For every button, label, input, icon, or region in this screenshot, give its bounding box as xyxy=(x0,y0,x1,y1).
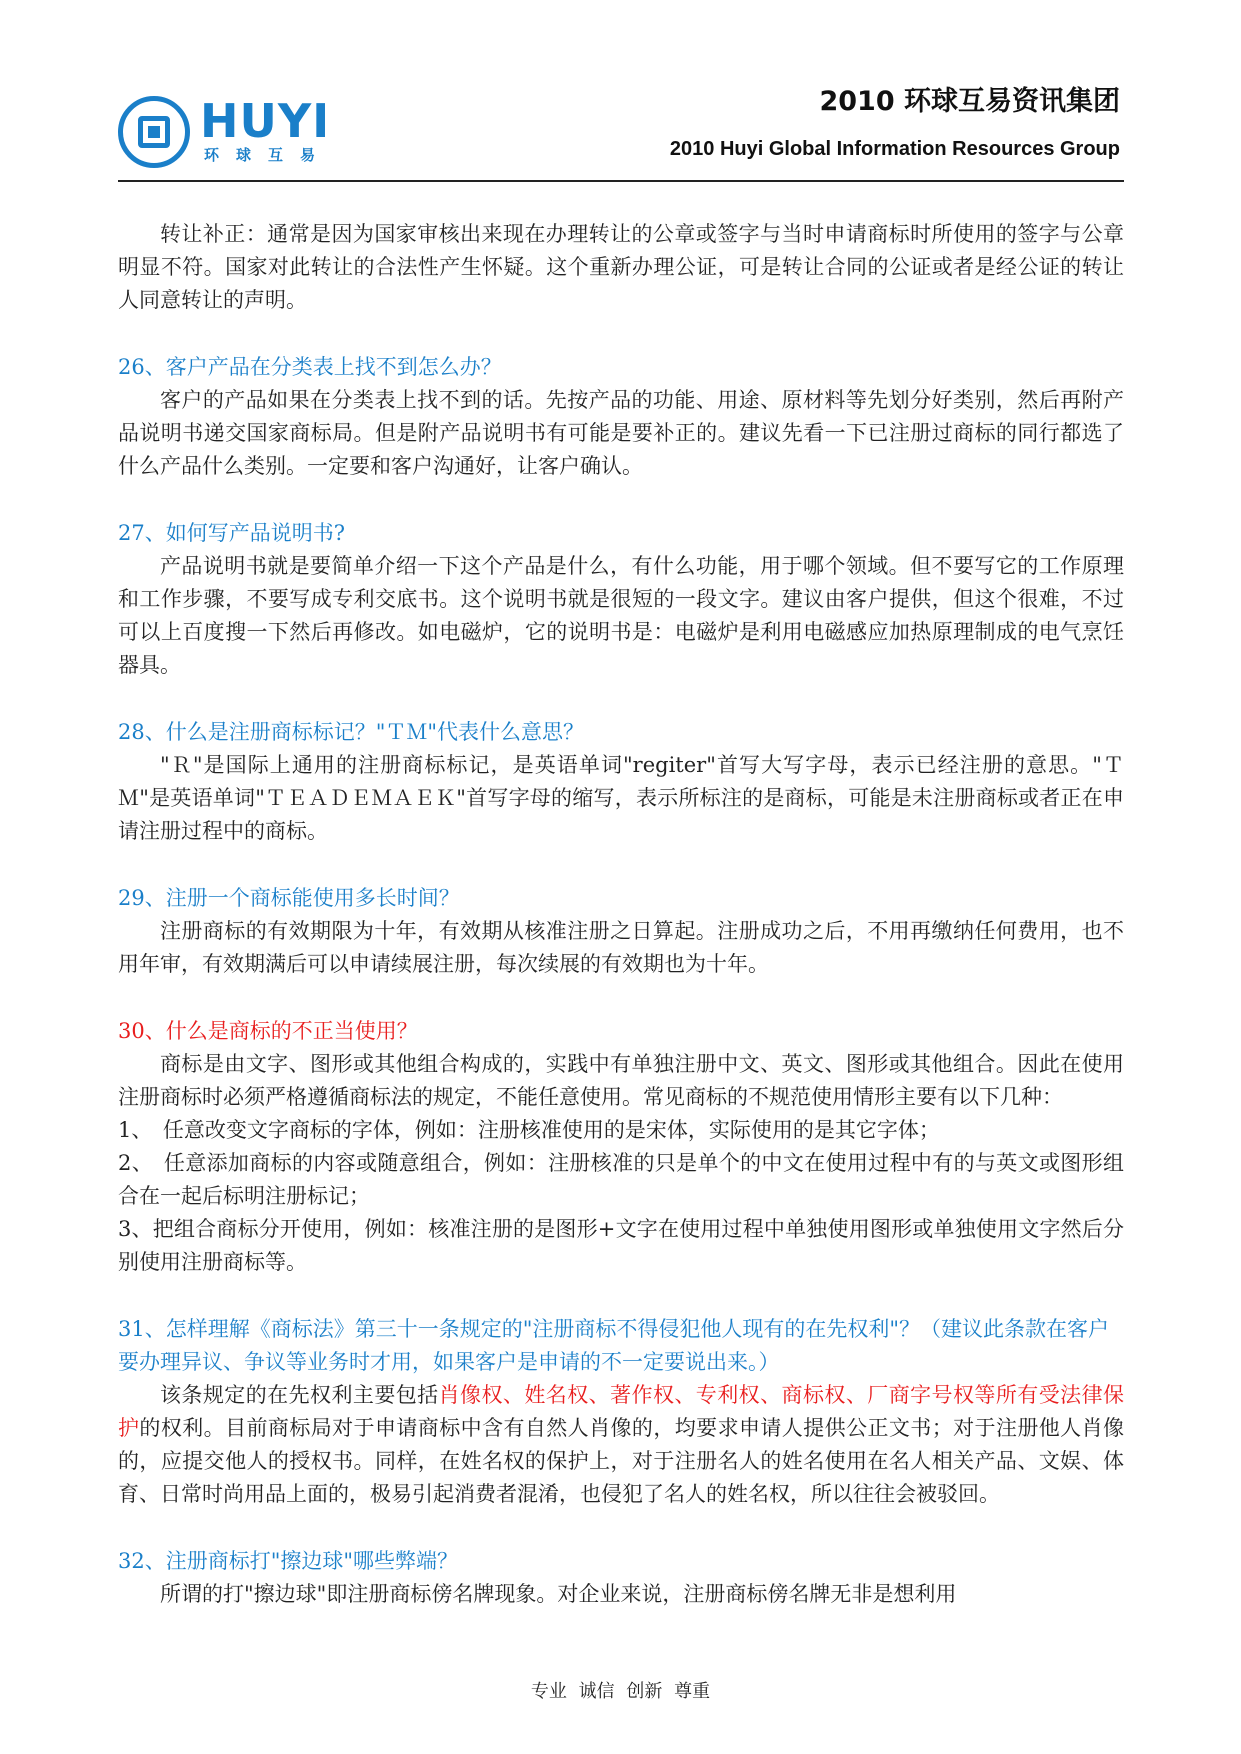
q31-body-highlight: 肖像权、姓名权、著作权、专利权、商标权、厂商字号权等所有受法律保护 xyxy=(118,1383,1125,1440)
q30-body: 商标是由文字、图形或其他组合构成的，实践中有单独注册中文、英文、图形或其他组合。因此在使用注册商标时必须严格遵循商标法的规定，不能任意使用。常见商标的不规范使用情形主要有以下几种： xyxy=(118,1052,1124,1109)
section-q30 xyxy=(118,1015,1124,1279)
q32-body: 所谓的打"擦边球"即注册商标傍名牌现象。对企业来说，注册商标傍名牌无非是想利用 xyxy=(160,1582,957,1606)
header-title-en: 2010 Huyi Global Information Resources Group xyxy=(669,138,1120,160)
q27-heading: 27、如何写产品说明书? xyxy=(118,521,345,545)
q28-body: "Ｒ"是国际上通用的注册商标标记，是英语单词"regiter"首写大写字母，表示已经注册的意思。"ＴＭ"是英语单词"ＴＥＡＤＥＭＡＥＫ"首写字母的缩写，表示所标注的是商标，可能是未注册商标或者正在申请注册过程中的商标。 xyxy=(118,753,1124,843)
section-q28 xyxy=(118,716,1124,848)
q30-list-item-1: 1、 任意改变文字商标的字体，例如：注册核准使用的是宋体，实际使用的是其它字体； xyxy=(118,1118,940,1142)
q27-body: 产品说明书就是要简单介绍一下这个产品是什么，有什么功能，用于哪个领域。但不要写它的工作原理和工作步骤，不要写成专利交底书。这个说明书就是很短的一段文字。建议由客户提供，但这个很难，不过可以上百度搜一下然后再修改。如电磁炉，它的说明书是：电磁炉是利用电磁感应加热原理制成的电气烹饪器具。 xyxy=(118,554,1124,677)
q30-list-item-3: 3、把组合商标分开使用，例如：核准注册的是图形+文字在使用过程中单独使用图形或单独使用文字然后分别使用注册商标等。 xyxy=(118,1217,1124,1274)
section-q27 xyxy=(118,517,1124,682)
intro-paragraph: 转让补正：通常是因为国家审核出来现在办理转让的公章或签字与当时申请商标时所使用的签字与公章明显不符。国家对此转让的合法性产生怀疑。这个重新办理公证，可是转让合同的公证或者是经公证的转让人同意转让的声明。 xyxy=(118,222,1124,312)
section-q32 xyxy=(118,1545,1124,1611)
huyi-emblem-icon xyxy=(118,96,190,168)
q29-body: 注册商标的有效期限为十年，有效期从核准注册之日算起。注册成功之后，不用再缴纳任何费用，也不用年审，有效期满后可以申请续展注册，每次续展的有效期也为十年。 xyxy=(118,919,1124,976)
q30-heading: 30、什么是商标的不正当使用？ xyxy=(118,1019,418,1043)
q31-heading: 31、怎样理解《商标法》第三十一条规定的"注册商标不得侵犯他人现有的在先权利"？（建议此条款在客户要办理异议、争议等业务时才用，如果客户是申请的不一定要说出来。） xyxy=(118,1317,1110,1374)
q30-list-item-2: 2、 任意添加商标的内容或随意组合，例如：注册核准的只是单个的中文在使用过程中有的与英文或图形组合在一起后标明注册标记； xyxy=(118,1151,1124,1208)
q32-heading: 32、注册商标打"擦边球"哪些弊端？ xyxy=(118,1549,459,1573)
logo-subtitle: 环球互易 xyxy=(204,146,333,164)
huyi-logo xyxy=(118,96,333,172)
q26-heading: 26、客户产品在分类表上找不到怎么办？ xyxy=(118,355,502,379)
q28-heading: 28、什么是注册商标标记？"ＴＭ"代表什么意思？ xyxy=(118,720,585,744)
q26-body: 客户的产品如果在分类表上找不到的话。先按产品的功能、用途、原材料等先划分好类别，然后再附产品说明书递交国家商标局。但是附产品说明书有可能是要补正的。建议先看一下已注册过商标的同行都选了什么产品什么类别。一定要和客户沟通好，让客户确认。 xyxy=(118,388,1124,478)
q29-heading: 29、注册一个商标能使用多长时间？ xyxy=(118,886,460,910)
section-q26 xyxy=(118,351,1124,483)
section-q29 xyxy=(118,882,1124,981)
section-q31 xyxy=(118,1313,1124,1511)
header-divider xyxy=(118,180,1124,182)
document-body xyxy=(118,218,1124,1611)
logo-text: HUYI xyxy=(200,94,331,148)
header-title-cn: 2010 环球互易资讯集团 xyxy=(819,86,1120,117)
q31-body xyxy=(118,1379,1124,1511)
q31-body-suffix: 的权利。目前商标局对于申请商标中含有自然人肖像的，均要求申请人提供公正文书；对于注册他人肖像的，应提交他人的授权书。同样，在姓名权的保护上，对于注册名人的姓名使用在名人相关产品、文娱、体育、日常时尚用品上面的，极易引起消费者混淆，也侵犯了名人的姓名权，所以往往会被驳回。 xyxy=(118,1416,1125,1506)
page-footer: 专业 诚信 创新 尊重 xyxy=(530,1681,711,1702)
q31-body-prefix: 该条规定的在先权利主要包括 xyxy=(160,1383,439,1407)
